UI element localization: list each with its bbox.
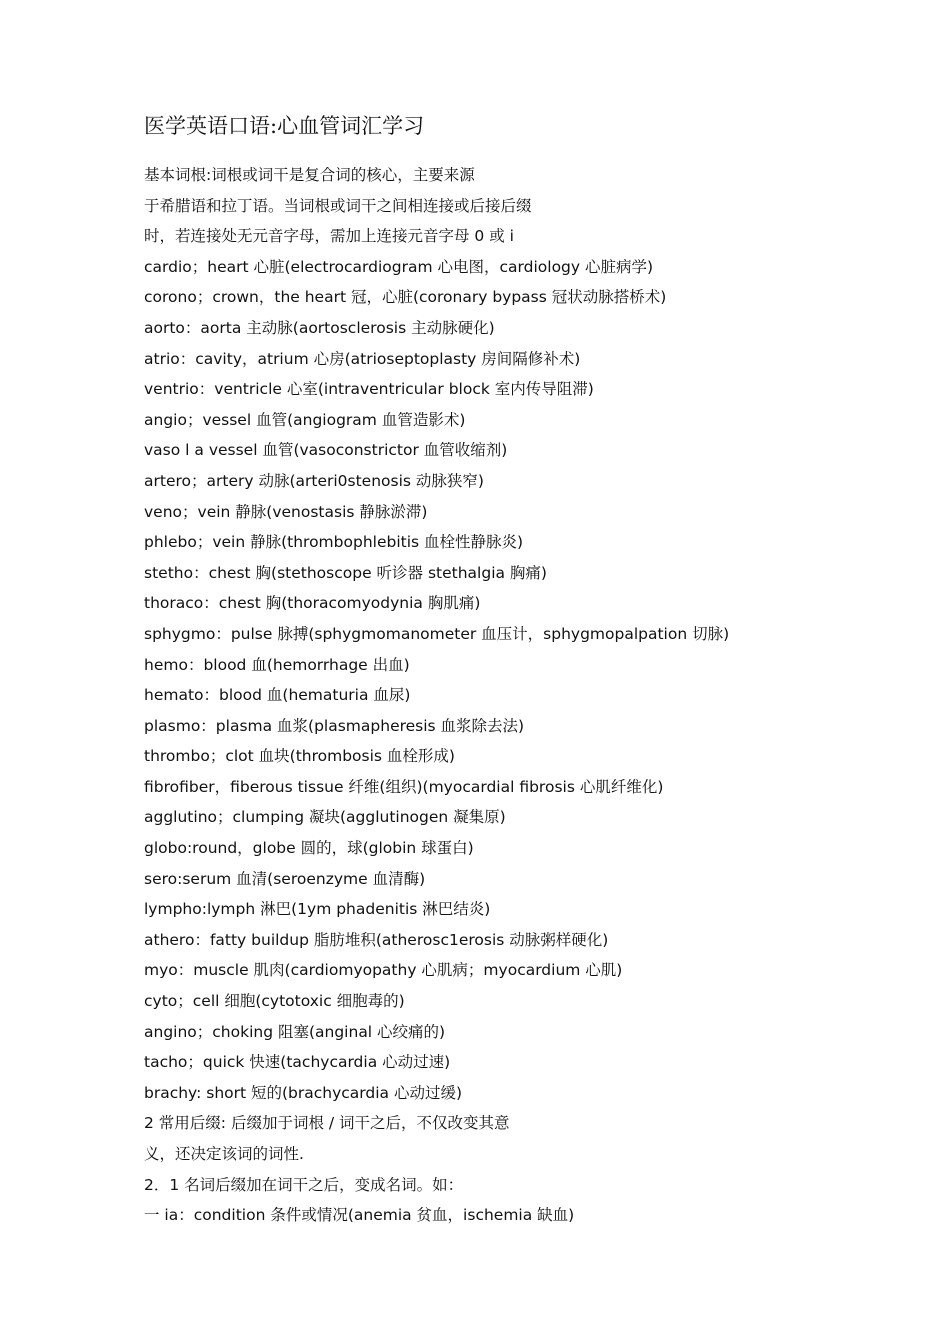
text-line: 2．1 名词后缀加在词干之后，变成名词。如： (144, 1175, 464, 1194)
text-line: myo：muscle 肌肉(cardiomyopathy 心肌病；myocardium 心肌) (144, 961, 623, 980)
text-line: 于希腊语和拉丁语。当词根或词干之间相连接或后接后缀 (144, 196, 532, 215)
text-line: phlebo；vein 静脉(thrombophlebitis 血栓性静脉炎) (144, 533, 524, 552)
text-line: lympho:lymph 淋巴(1ym phadenitis 淋巴结炎) (144, 900, 491, 919)
text-line: angino；choking 阻塞(anginal 心绞痛的) (144, 1022, 446, 1041)
text-line: athero：fatty buildup 脂肪堆积(atherosc1erosis 动脉粥样硬化) (144, 930, 609, 949)
text-line: hemato：blood 血(hematuria 血尿) (144, 686, 411, 705)
text-line: cyto；cell 细胞(cytotoxic 细胞毒的) (144, 992, 405, 1011)
text-line: plasmo：plasma 血浆(plasmapheresis 血浆除去法) (144, 716, 525, 735)
text-line: atrio：cavity，atrium 心房(atrioseptoplasty 房间隔修补术) (144, 349, 581, 368)
text-line: tacho；quick 快速(tachycardia 心动过速) (144, 1053, 451, 1072)
text-line: 义，还决定该词的词性. (144, 1145, 304, 1163)
text-line: stetho：chest 胸(stethoscope 听诊器 stethalgia 胸痛) (144, 563, 547, 582)
text-line: hemo：blood 血(hemorrhage 出血) (144, 655, 410, 674)
text-line: 时，若连接处无元音字母，需加上连接元音字母 0 或 i (144, 227, 514, 246)
text-line: ventrio：ventricle 心室(intraventricular block 室内传导阻滞) (144, 380, 594, 399)
text-line: aorto：aorta 主动脉(aortosclerosis 主动脉硬化) (144, 318, 495, 337)
text-line: vaso l a vessel 血管(vasoconstrictor 血管收缩剂) (144, 441, 508, 460)
text-line: 基本词根:词根或词干是复合词的核心，主要来源 (144, 166, 475, 184)
text-line: globo:round，globe 圆的，球(globin 球蛋白) (144, 839, 474, 858)
text-line: fibrofiber，fiberous tissue 纤维(组织)(myocardial fibrosis 心肌纤维化) (144, 777, 664, 796)
text-line: thrombo；clot 血块(thrombosis 血栓形成) (144, 747, 455, 766)
text-line: 2 常用后缀: 后缀加于词根 / 词干之后，不仅改变其意 (144, 1114, 510, 1133)
text-line: agglutino；clumping 凝块(agglutinogen 凝集原) (144, 808, 506, 827)
text-line: artero；artery 动脉(arteri0stenosis 动脉狭窄) (144, 471, 484, 490)
text-line: brachy: short 短的(brachycardia 心动过缓) (144, 1083, 463, 1102)
text-line: 一 ia：condition 条件或情况(anemia 贫血，ischemia 缺血) (144, 1206, 575, 1225)
text-line: thoraco：chest 胸(thoracomyodynia 胸肌痛) (144, 594, 481, 613)
document-body (144, 160, 924, 1231)
text-line: angio；vessel 血管(angiogram 血管造影术) (144, 410, 466, 429)
page-title: 医学英语口语:心血管词汇学习 (144, 114, 425, 138)
text-line: sphygmo：pulse 脉搏(sphygmomanometer 血压计，sphygmopalpation 切脉) (144, 624, 730, 643)
text-line: corono；crown，the heart 冠，心脏(coronary bypass 冠状动脉搭桥术) (144, 288, 667, 307)
text-line: sero:serum 血清(seroenzyme 血清酶) (144, 869, 426, 888)
text-line: veno；vein 静脉(venostasis 静脉淤滞) (144, 502, 428, 521)
text-line: cardio；heart 心脏(electrocardiogram 心电图，cardiology 心脏病学) (144, 257, 654, 276)
